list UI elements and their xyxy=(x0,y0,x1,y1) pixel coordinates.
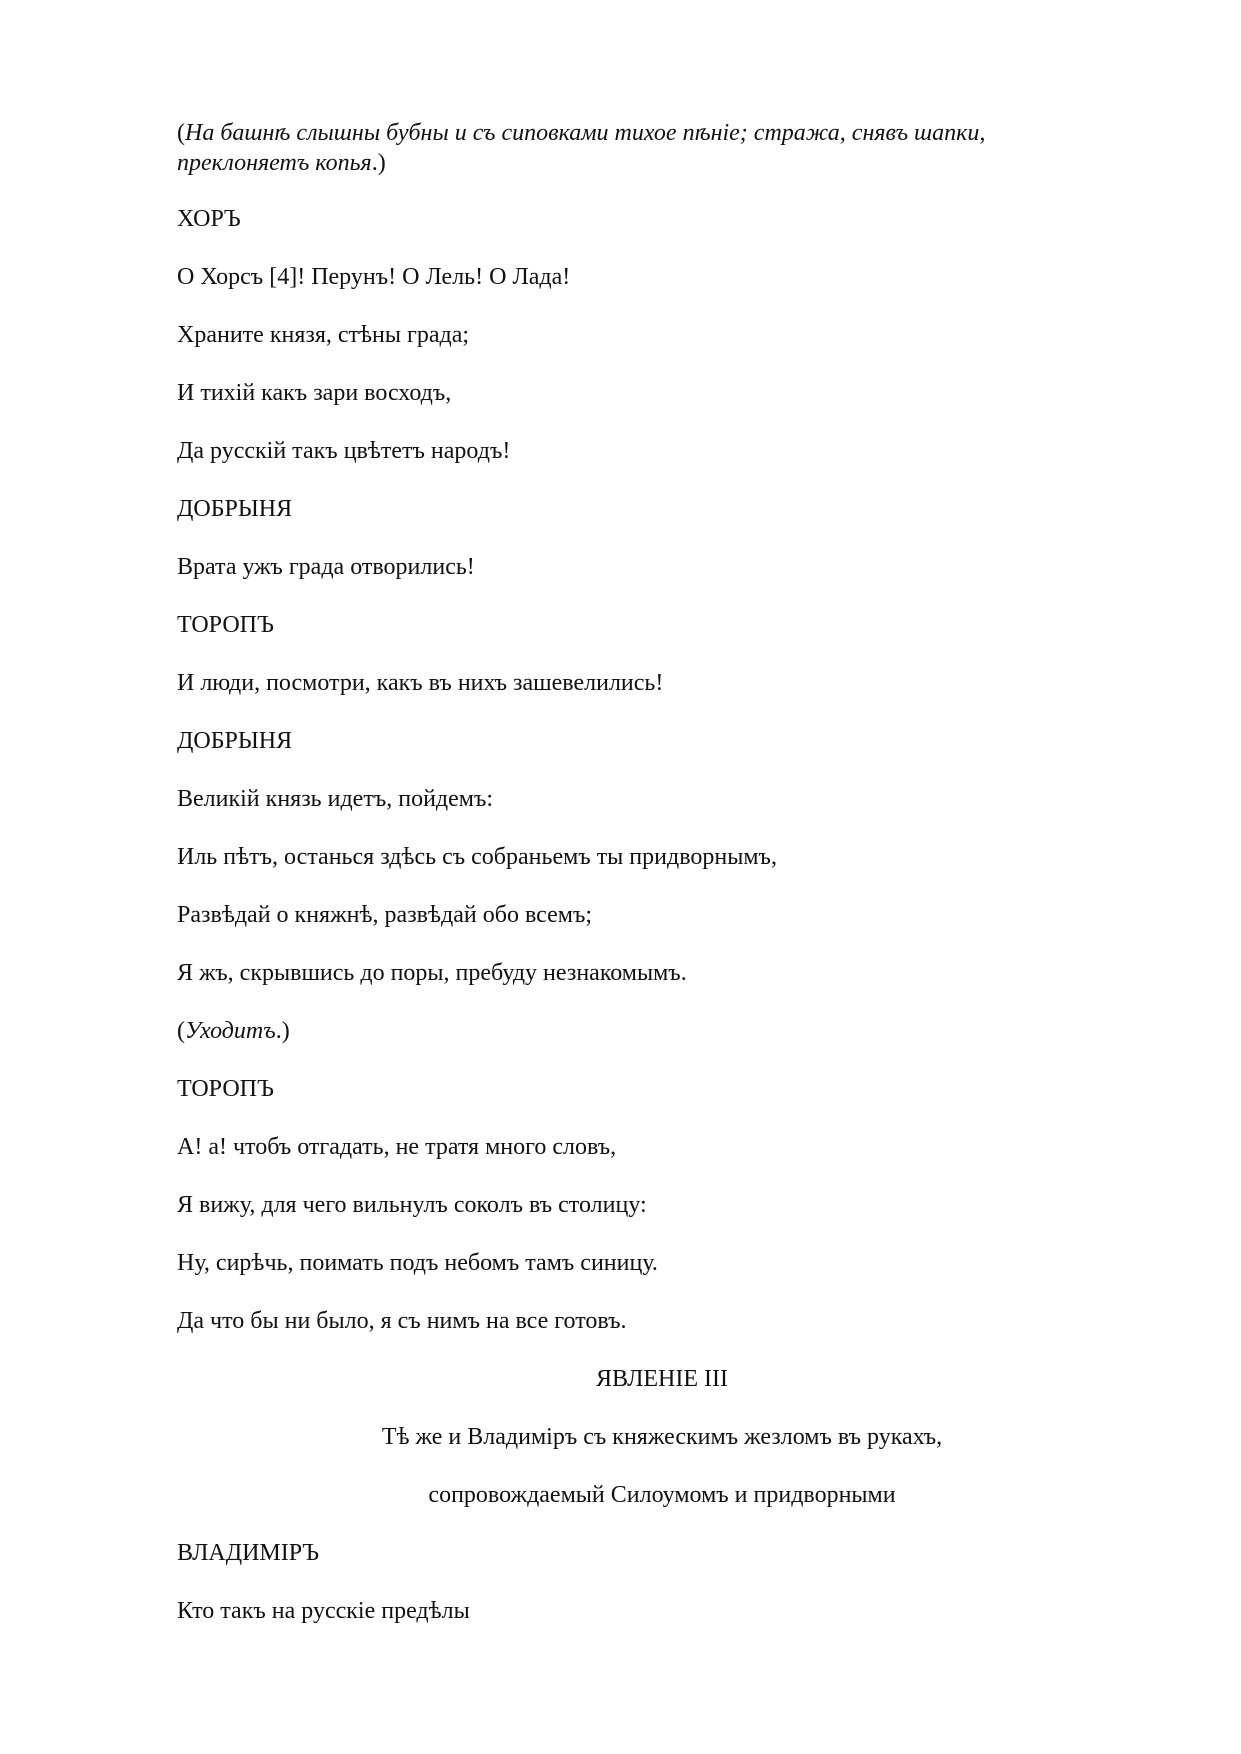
exit-direction-text: Уходитъ xyxy=(185,1018,276,1044)
stage-direction-text: На башнѣ слышны бубны и съ сиповками тихое пѣніе; стража, снявъ шапки, преклоняетъ копья xyxy=(177,120,986,176)
verse-line: Кто такъ на русскіе предѣлы xyxy=(177,1598,470,1624)
speaker-name: ТОРОПЪ xyxy=(177,1076,274,1102)
speaker-name: ХОРЪ xyxy=(177,206,241,232)
scene-cast-line: сопровождаемый Силоумомъ и придворными xyxy=(428,1482,896,1508)
verse-line: Да русскій такъ цвѣтетъ народъ! xyxy=(177,438,511,464)
verse-line: Да что бы ни было, я съ нимъ на все готовъ. xyxy=(177,1308,627,1334)
speaker-name: ТОРОПЪ xyxy=(177,612,274,638)
stage-direction xyxy=(177,118,1057,178)
stage-direction-close: .) xyxy=(371,150,386,176)
verse-line: Я вижу, для чего вильнулъ соколъ въ столицу: xyxy=(177,1192,647,1218)
verse-line: И тихій какъ зари восходъ, xyxy=(177,380,452,406)
verse-line: И люди, посмотри, какъ въ нихъ зашевелились! xyxy=(177,670,664,696)
verse-line: Иль пѣтъ, останься здѣсь съ собраньемъ ты придворнымъ, xyxy=(177,844,777,870)
scene-cast-line: Тѣ же и Владиміръ съ княжескимъ жезломъ въ рукахъ, xyxy=(381,1424,943,1450)
speaker-name: ДОБРЫНЯ xyxy=(177,496,293,522)
verse-line: Ну, сирѣчь, поимать подъ небомъ тамъ синицу. xyxy=(177,1250,658,1276)
verse-line: Великій князь идетъ, пойдемъ: xyxy=(177,786,494,812)
exit-direction-close: .) xyxy=(275,1018,290,1044)
verse-line: Я жъ, скрывшись до поры, пребуду незнакомымъ. xyxy=(177,960,687,986)
stage-direction-open: ( xyxy=(177,120,185,146)
exit-direction-open: ( xyxy=(177,1018,185,1044)
document-body xyxy=(177,118,1057,1655)
verse-line: Врата ужъ града отворились! xyxy=(177,554,475,580)
exit-direction xyxy=(177,1017,1057,1046)
verse-line: О Хорсъ [4]! Перунъ! О Лель! О Лада! xyxy=(177,264,571,290)
scene-heading: ЯВЛЕНІЕ III xyxy=(596,1366,728,1392)
speaker-name: ДОБРЫНЯ xyxy=(177,728,293,754)
verse-line: Развѣдай о княжнѣ, развѣдай обо всемъ; xyxy=(177,902,593,928)
verse-line: А! а! чтобъ отгадать, не тратя много словъ, xyxy=(177,1134,617,1160)
speaker-name: ВЛАДИМІРЪ xyxy=(177,1540,320,1566)
verse-line: Храните князя, стѣны града; xyxy=(177,322,470,348)
